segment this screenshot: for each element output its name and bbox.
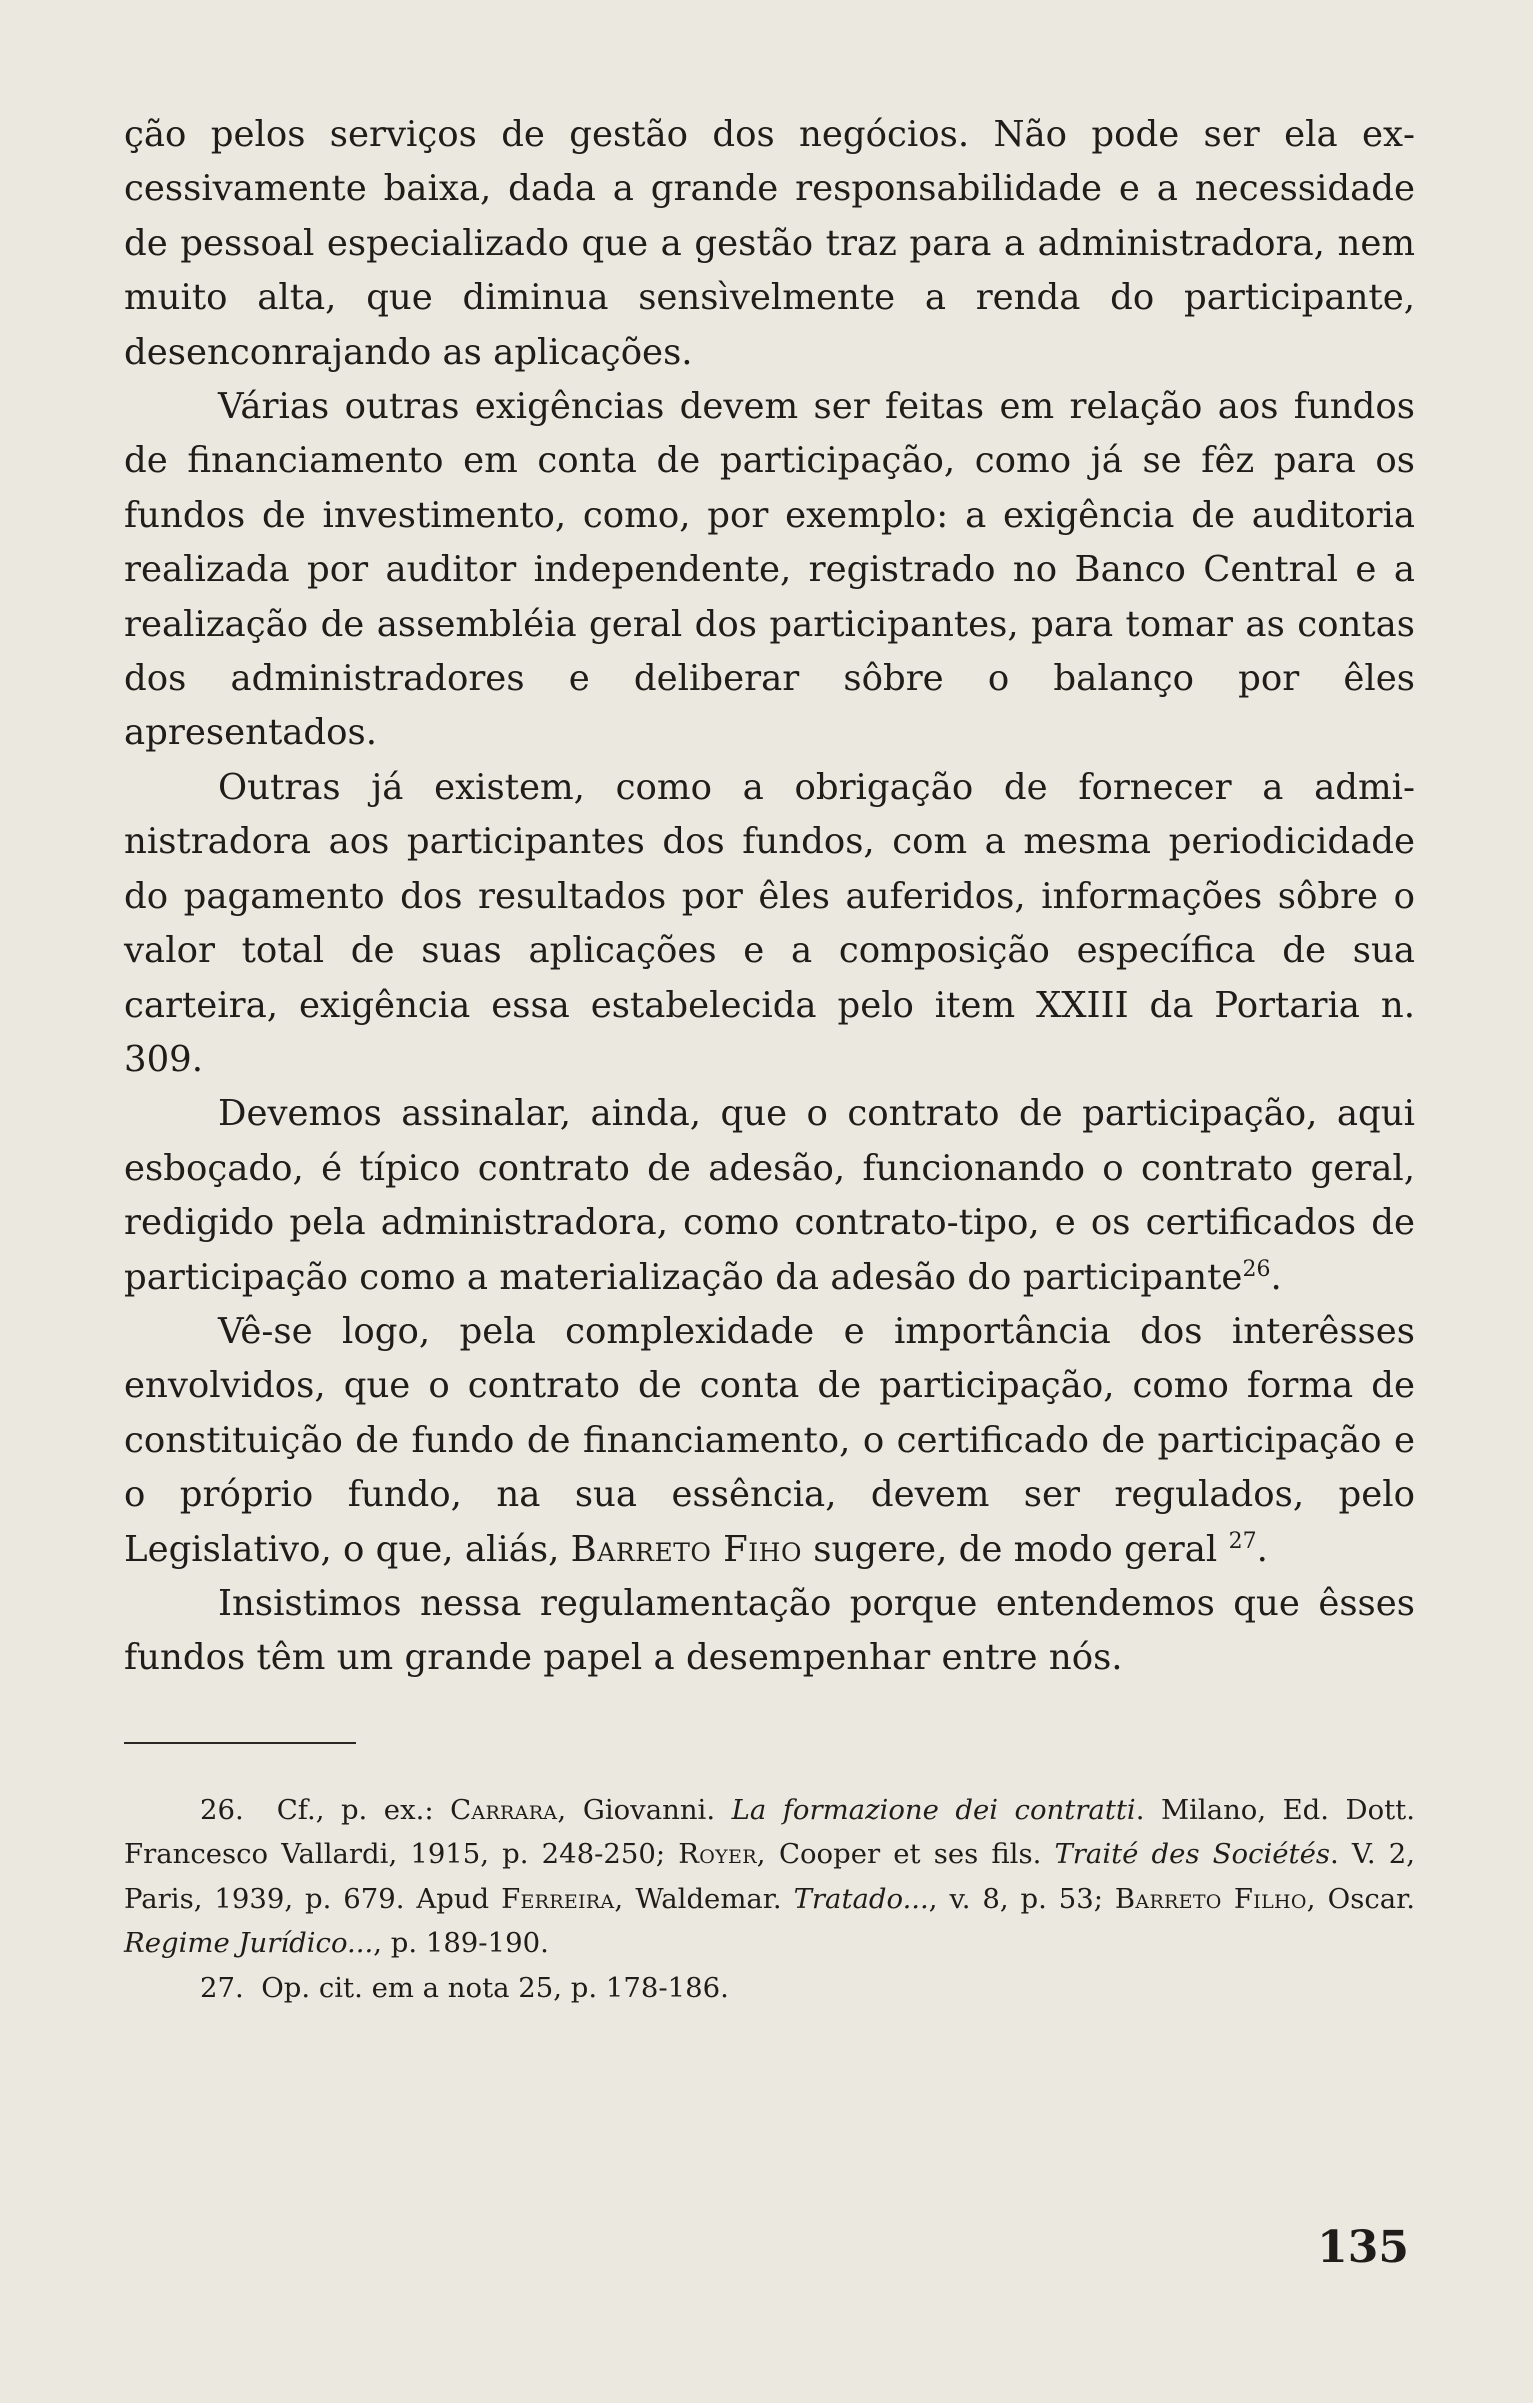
footnote-ref-27[interactable]: 27	[1228, 1528, 1257, 1554]
paragraph-5: Vê-se logo, pela complexidade e importância dos interêsses envolvidos, que o contrato de conta de participação, como forma de constituição de fundo de financiamento, o certificado de participação e o próprio fundo, na sua essência, devem ser regulados, pelo Legislativo, o que, aliás, Barreto Fiho sugere, de modo geral $^{27}$.	[124, 1310, 1415, 1570]
footnotes	[124, 1788, 1415, 2011]
author-name: Barreto Fiho	[570, 1528, 802, 1570]
footnote-26: 26. Cf., p. ex.: Carrara, Giovanni. La formazione dei contratti. Milano, Ed. Dott. Francesco Vallardi, 1915, p. 248-250; Royer, Cooper et ses fils. Traité des Sociétés. V. 2, Paris, 1939, p. 679. Apud Ferreira, Waldemar. Tratado..., v. 8, p. 53; Barreto Filho, Oscar. Regime Jurídico..., p. 189-190.	[124, 1793, 1416, 1960]
paragraph-6: Insistimos nessa regulamentação porque entendemos que êsses fundos têm um grande papel a desempenhar entre nós.	[124, 1582, 1415, 1679]
paragraph-2: Várias outras exigências devem ser feitas em relação aos fundos de financiamento em conta de participação, como já se fêz para os fundos de investimento, como, por exemplo: a exigência de auditoria realizada por auditor independente, registrado no Banco Central e a realização de assembléia geral dos participantes, para tomar as contas dos administradores e deliberar sôbre o balanço por êles apresentados.	[124, 386, 1415, 754]
footnote-number: 26.	[200, 1793, 244, 1826]
paragraph-3: Outras já existem, como a obrigação de fornecer a administradora aos participantes dos fundos, com a mesma periodicidade do pagamento dos resultados por êles auferidos, informações sôbre o valor total de suas aplicações e a composição específica de sua carteira, exigência essa estabelecida pelo item XXIII da Portaria n. 309.	[124, 766, 1415, 1080]
footnote-27: 27. Op. cit. em a nota 25, p. 178-186.	[200, 1971, 729, 2004]
paragraph-4: Devemos assinalar, ainda, que o contrato de participação, aqui esboçado, é típico contrato de adesão, funcionando o contrato geral, redigido pela administradora, como contrato-tipo, e os certificados de participação como a materialização da adesão do participante$^{26}$.	[124, 1093, 1415, 1298]
body-text	[124, 108, 1415, 1686]
footnote-ref-26[interactable]: 26	[1242, 1256, 1271, 1282]
paragraph-1: ção pelos serviços de gestão dos negócios. Não pode ser ela excessivamente baixa, dada a grande responsabilidade e a necessidade de pessoal especializado que a gestão traz para a administradora, nem muito alta, que diminua sensìvelmente a renda do participante, desenconrajando as aplicações.	[124, 114, 1415, 373]
footnote-divider	[124, 1742, 356, 1744]
footnote-number: 27.	[200, 1971, 244, 2004]
page-number: 135	[1317, 2222, 1409, 2273]
